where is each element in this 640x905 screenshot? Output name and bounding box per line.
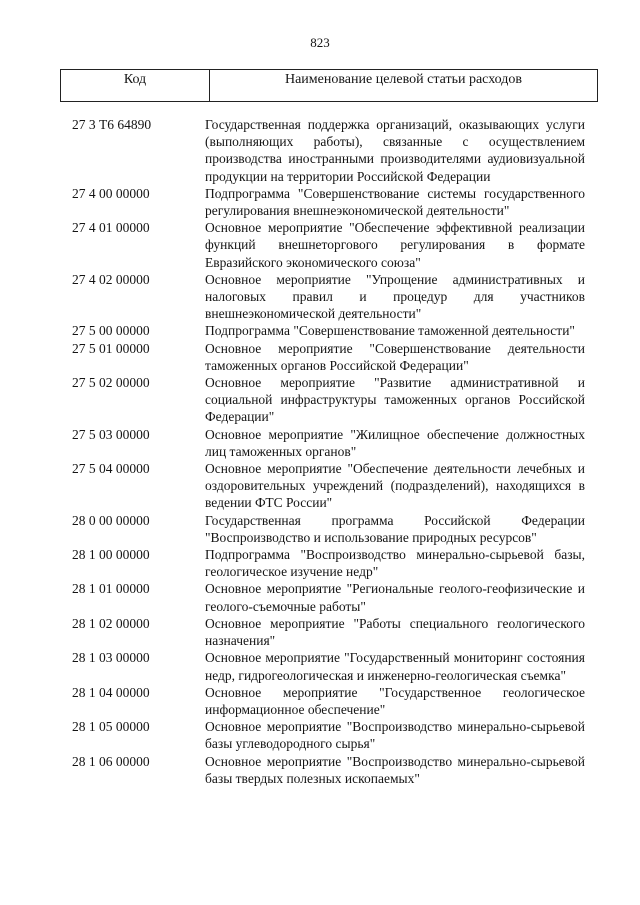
row-text: Государственная программа Российской Федерации "Воспроизводство и использование природных ресурсов" — [205, 512, 585, 545]
row-code: 28 1 03 00000 — [72, 650, 150, 666]
table-row — [0, 684, 640, 718]
row-code: 28 1 02 00000 — [72, 615, 150, 631]
row-text: Основное мероприятие "Региональные геолого-геофизические и геолого-съемочные работы" — [205, 581, 585, 614]
row-text: Государственная поддержка организаций, оказывающих услуги (выполняющих работы), связанные с осуществлением производства иностранными производителями аудиовизуальной продукции на территории Российской Федерации — [205, 117, 585, 184]
row-code: 28 1 05 00000 — [72, 719, 150, 735]
row-code: 28 1 00 00000 — [72, 547, 150, 563]
table-row — [0, 615, 640, 649]
table-row — [0, 322, 640, 339]
row-text: Основное мероприятие "Обеспечение деятельности лечебных и оздоровительных учреждений (подразделений), находящихся в ведении ФТС России" — [205, 461, 585, 511]
row-code: 27 5 04 00000 — [72, 461, 150, 477]
header-code-label: Код — [61, 70, 210, 101]
row-code: 27 4 00 00000 — [72, 185, 150, 201]
row-text: Подпрограмма "Совершенствование системы государственного регулирования внешнеэкономической деятельности" — [205, 185, 585, 219]
row-code: 27 5 00 00000 — [72, 323, 150, 339]
table-row — [0, 512, 640, 546]
row-code: 28 0 00 00000 — [72, 512, 150, 528]
row-text: Основное мероприятие "Совершенствование деятельности таможенных органов Российской Федерации" — [205, 340, 585, 373]
row-code: 27 5 02 00000 — [72, 375, 150, 391]
row-text: Основное мероприятие "Упрощение административных и налоговых правил и процедур для участников внешнеэкономической деятельности" — [205, 271, 585, 322]
table-row — [0, 460, 640, 512]
row-code: 27 4 02 00000 — [72, 271, 150, 287]
row-code: 27 5 03 00000 — [72, 426, 150, 442]
row-text: Основное мероприятие "Обеспечение эффективной реализации функций внешнеторгового регулирования в формате Евразийского экономического союза" — [205, 220, 585, 270]
table-header — [60, 69, 598, 102]
table-row — [0, 753, 640, 787]
table-row — [0, 185, 640, 219]
row-code: 28 1 01 00000 — [72, 581, 150, 597]
table-row — [0, 340, 640, 374]
row-text: Подпрограмма "Совершенствование таможенной деятельности" — [205, 323, 575, 339]
table-row — [0, 426, 640, 460]
row-text: Основное мероприятие "Жилищное обеспечение должностных лиц таможенных органов" — [205, 426, 585, 459]
table-row — [0, 546, 640, 580]
row-code: 28 1 04 00000 — [72, 684, 150, 700]
row-code: 27 4 01 00000 — [72, 220, 150, 236]
table-row — [0, 219, 640, 271]
row-text: Основное мероприятие "Государственное геологическое информационное обеспечение" — [205, 684, 585, 717]
row-code: 27 3 Т6 64890 — [72, 117, 152, 132]
row-text: Подпрограмма "Воспроизводство минерально-сырьевой базы, геологическое изучение недр" — [205, 547, 585, 580]
table-row — [0, 116, 640, 185]
row-text: Основное мероприятие "Работы специального геологического назначения" — [205, 615, 585, 649]
row-text: Основное мероприятие "Государственный мониторинг состояния недр, гидрогеологическая и инженерно-геологическая съемка" — [205, 650, 585, 683]
table-row — [0, 718, 640, 752]
row-code: 28 1 06 00000 — [72, 753, 150, 769]
table-row — [0, 649, 640, 683]
table-row — [0, 580, 640, 614]
table-row — [0, 271, 640, 323]
row-code: 27 5 01 00000 — [72, 340, 150, 356]
table-row — [0, 374, 640, 426]
row-text: Основное мероприятие "Развитие административной и социальной инфраструктуры таможенных органов Российской Федерации" — [205, 375, 585, 425]
header-name-label: Наименование целевой статьи расходов — [284, 72, 523, 87]
table-body — [0, 116, 640, 787]
row-text: Основное мероприятие "Воспроизводство минерально-сырьевой базы твердых полезных ископаемых" — [205, 753, 585, 786]
row-text: Основное мероприятие "Воспроизводство минерально-сырьевой базы углеводородного сырья" — [205, 719, 585, 752]
page-number: 823 — [310, 35, 330, 50]
